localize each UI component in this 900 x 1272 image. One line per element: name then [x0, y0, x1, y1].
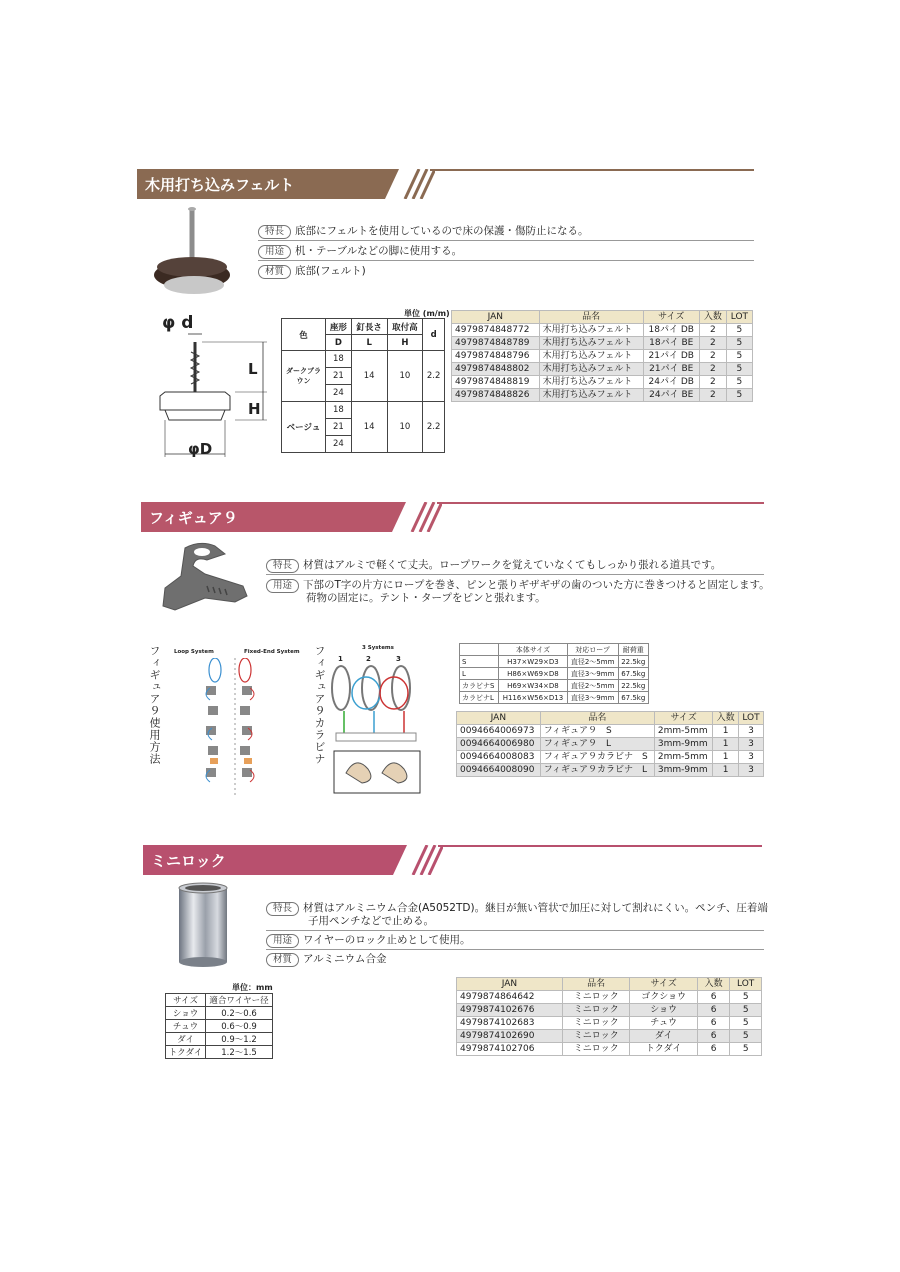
feature-text: 材質はアルミで軽くて丈夫。ロープワークを覚えていなくてもしっかり張れる道具です。: [303, 559, 722, 571]
table-row: 0094664006980 フィギュア９ L 3mm-9mm 1 3: [457, 738, 764, 751]
table-row: 4979874848796 木用打ち込みフェルト 21パイ DB 2 5: [452, 350, 753, 363]
figure9-product-table: JAN 品名 サイズ 入数 LOT 0094664006973 フィギュア９ S 2mm-5mm 1 3 0094664006980 フィギュア９ L 3mm-9mm 1 3 0094664008083 フィギュア９カラビナ S 2mm-5mm 1 3 0094664008090 フィギュア９カラビナ L 3mm-9mm 1 3: [456, 711, 764, 777]
carabiner-label: フィギュア９カラビナ: [313, 645, 326, 765]
table-row: 0094664006973 フィギュア９ S 2mm-5mm 1 3: [457, 725, 764, 738]
system-num: 3: [396, 655, 401, 663]
loop-system-label: Loop System: [174, 649, 214, 655]
table-row: 0094664008083 フィギュア９カラビナ S 2mm-5mm 1 3: [457, 751, 764, 764]
table-row: 4979874102683 ミニロック チュウ 6 5: [457, 1017, 762, 1030]
table-row: カラビナS H69×W34×D8 直径2〜5mm 22.5kg: [460, 680, 649, 692]
systems-label: 3 Systems: [362, 645, 394, 651]
feature-tag: 特長: [258, 225, 291, 239]
stripe-decoration: [385, 169, 435, 199]
figure9-image: [155, 540, 255, 620]
table-row: L H86×W69×D8 直径3〜9mm 67.5kg: [460, 668, 649, 680]
minilock-product-table: JAN 品名 サイズ 入数 LOT 4979874864642 ミニロック ゴクショウ 6 5 4979874102676 ミニロック ショウ 6 5 4979874102683 ミニロック チュウ 6 5 4979874102690 ミニロック ダイ 6 5 4979874102706 ミニロック トクダイ 6 5: [456, 977, 762, 1056]
feature-tag: 材質: [258, 265, 291, 279]
stripe-decoration: [393, 845, 443, 875]
dim-phi-d: φ d: [162, 313, 194, 333]
table-row: 4979874848819 木用打ち込みフェルト 24パイ DB 2 5: [452, 376, 753, 389]
unit-label: 単位：mm: [232, 983, 273, 992]
fixed-system-label: Fixed-End System: [244, 649, 300, 655]
table-row: S H37×W29×D3 直径2〜5mm 22.5kg: [460, 656, 649, 668]
feature-text: ワイヤーのロック止めとして使用。: [303, 934, 471, 946]
feature-tag: 材質: [266, 953, 299, 967]
table-row: ショウ 0.2〜0.6: [166, 1007, 273, 1020]
table-row: 4979874848826 木用打ち込みフェルト 24パイ BE 2 5: [452, 389, 753, 402]
felt-spec-table: 色 座形 釘長さ 取付高 d D L H ダークブラウン 18 14 10 2.2 21 24 ベージュ 18 14 10 2.2 21 24: [281, 318, 445, 453]
table-row: トクダイ 1.2〜1.5: [166, 1046, 273, 1059]
stripe-decoration: [392, 502, 442, 532]
usage-label: フィギュア９使用方法: [148, 645, 161, 765]
table-row: 4979874102676 ミニロック ショウ 6 5: [457, 1004, 762, 1017]
system-num: 1: [338, 655, 343, 663]
feature-row: [266, 952, 387, 967]
table-row: カラビナL H116×W56×D13 直径3〜9mm 67.5kg: [460, 692, 649, 704]
usage-illustration: [170, 658, 300, 798]
feature-tag: 用途: [258, 245, 291, 259]
feature-text-cont: 子用ペンチなどで止める。: [308, 915, 434, 927]
minilock-size-table: サイズ 適合ワイヤー径 ショウ 0.2〜0.6 チュウ 0.6〜0.9 ダイ 0.9〜1.2 トクダイ 1.2〜1.5: [165, 993, 273, 1059]
feature-row: [258, 244, 462, 259]
table-row: 4979874102690 ミニロック ダイ 6 5: [457, 1030, 762, 1043]
figure9-spec-table: 本体サイズ 対応ロープ 耐荷重 S H37×W29×D3 直径2〜5mm 22.5kg L H86×W69×D8 直径3〜9mm 67.5kg カラビナS H69×W34×D8 直径2〜5mm 22.5kg カラビナL H116×W56×D13 直径3〜9mm 67.5kg: [459, 643, 649, 704]
section-title-felt: 木用打ち込みフェルト: [137, 169, 385, 199]
section-title-figure9: フィギュア９: [141, 502, 392, 532]
carabiner-illustration: [326, 663, 428, 795]
feature-text: 机・テーブルなどの脚に使用する。: [295, 245, 463, 257]
table-row: 4979874848789 木用打ち込みフェルト 18パイ BE 2 5: [452, 337, 753, 350]
felt-product-table: JAN 品名 サイズ 入数 LOT 4979874848772 木用打ち込みフェルト 18パイ DB 2 5 4979874848789 木用打ち込みフェルト 18パイ BE 2 5 4979874848796 木用打ち込みフェルト 21パイ DB 2 5 4979874848802 木用打ち込みフェルト 21パイ BE 2 5 4979874848819 木用打ち込みフェルト 24パイ DB 2 5 4979874848826 木用打ち込みフェルト 24パイ BE 2 5: [451, 310, 753, 402]
table-row: ダイ 0.9〜1.2: [166, 1033, 273, 1046]
feature-text: アルミニウム合金: [303, 953, 387, 965]
feature-tag: 用途: [266, 579, 299, 593]
table-row: 0094664008090 フィギュア９カラビナ L 3mm-9mm 1 3: [457, 764, 764, 777]
feature-tag: 特長: [266, 559, 299, 573]
dim-L: L: [248, 360, 258, 378]
feature-text: 底部にフェルトを使用しているので床の保護・傷防止になる。: [295, 225, 589, 237]
feature-text: 底部(フェルト): [295, 265, 366, 277]
feature-text: 下部のT字の片方にロープを巻き、ピンと張りギザギザの歯のついた方に巻きつけると固定します。: [303, 579, 770, 591]
felt-nail-image: [148, 205, 238, 297]
table-row: 4979874848802 木用打ち込みフェルト 21パイ BE 2 5: [452, 363, 753, 376]
table-row: 4979874102706 ミニロック トクダイ 6 5: [457, 1043, 762, 1056]
feature-row: [258, 224, 589, 239]
feature-row: [266, 933, 471, 948]
dim-H: H: [248, 400, 261, 418]
section-title-minilock: ミニロック: [143, 845, 393, 875]
feature-row: [258, 264, 366, 279]
unit-label: 単位 (m/m): [404, 309, 450, 318]
felt-dimension-drawing: [155, 312, 275, 462]
table-row: チュウ 0.6〜0.9: [166, 1020, 273, 1033]
feature-row: [266, 558, 721, 573]
feature-tag: 用途: [266, 934, 299, 948]
system-num: 2: [366, 655, 371, 663]
feature-tag: 特長: [266, 902, 299, 916]
table-row: 4979874864642 ミニロック ゴクショウ 6 5: [457, 991, 762, 1004]
feature-text-cont: 荷物の固定に。テント・タープをピンと張れます。: [306, 592, 546, 604]
dim-phi-D: φD: [188, 440, 213, 458]
feature-text: 材質はアルミニウム合金(A5052TD)。継目が無い管状で加圧に対して割れにくい。ペンチ、圧着端: [303, 902, 768, 914]
table-row: 4979874848772 木用打ち込みフェルト 18パイ DB 2 5: [452, 324, 753, 337]
minilock-image: [177, 882, 229, 968]
